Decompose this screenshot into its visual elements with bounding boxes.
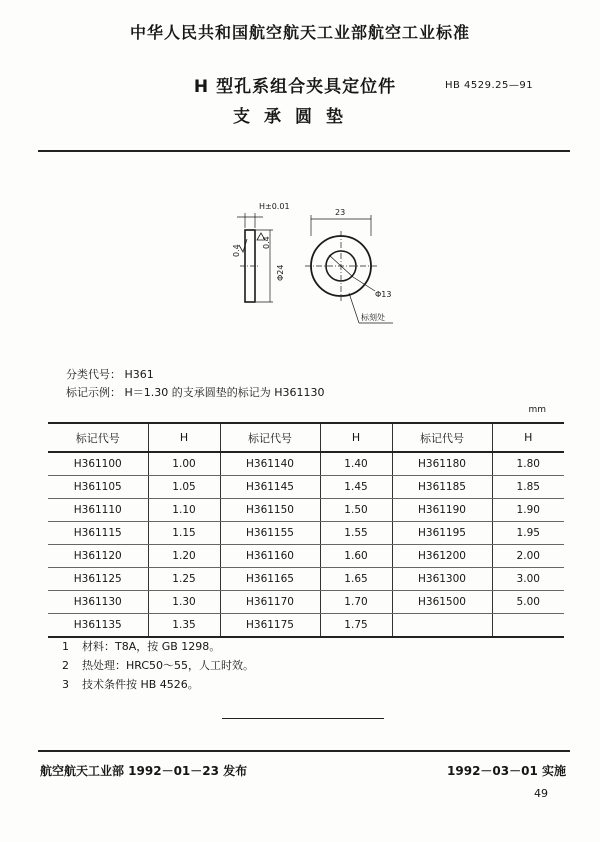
issue-date: 航空航天工业部 1992－01－23 发布 (40, 764, 248, 778)
table-cell: H361195 (392, 522, 492, 545)
table-cell: 1.50 (320, 499, 392, 522)
diameter-label: Φ24 (276, 264, 285, 281)
table-cell: H361500 (392, 591, 492, 614)
table-cell: H361115 (48, 522, 148, 545)
table-cell: 2.00 (492, 545, 564, 568)
col-header-code-2: 标记代号 (220, 423, 320, 452)
spec-table (48, 422, 564, 638)
page-number: 49 (534, 787, 548, 800)
classification-label: 分类代号： (66, 368, 121, 381)
table-cell: 1.40 (320, 452, 392, 476)
table-cell: 1.70 (320, 591, 392, 614)
table-cell: H361165 (220, 568, 320, 591)
table-cell: H361110 (48, 499, 148, 522)
part-drawing (225, 195, 405, 335)
table-cell: H361125 (48, 568, 148, 591)
table-cell: 1.95 (492, 522, 564, 545)
hole-diameter-label: Φ13 (375, 290, 392, 299)
end-rule (222, 718, 384, 719)
table-cell: H361140 (220, 452, 320, 476)
unit-label: mm (528, 405, 546, 415)
note-text: 热处理：HRC50～55，人工时效。 (82, 659, 255, 672)
table-cell: 1.85 (492, 476, 564, 499)
note-number: 2 (62, 659, 69, 672)
table-cell: H361120 (48, 545, 148, 568)
marking-example-value: H＝1.30 的支承圆垫的标记为 H361130 (124, 386, 325, 399)
classification-line (66, 366, 154, 382)
table-cell: 1.20 (148, 545, 220, 568)
classification-value: H361 (124, 368, 154, 381)
table-cell: H361160 (220, 545, 320, 568)
table-cell: 1.45 (320, 476, 392, 499)
table-cell: 1.65 (320, 568, 392, 591)
col-header-code-1: 标记代号 (48, 423, 148, 452)
table-cell: H361185 (392, 476, 492, 499)
table-cell: 1.60 (320, 545, 392, 568)
table-cell: H361155 (220, 522, 320, 545)
table-cell: H361150 (220, 499, 320, 522)
table-row (48, 591, 564, 614)
table-cell (492, 614, 564, 638)
table-cell: 1.00 (148, 452, 220, 476)
table-row (48, 614, 564, 638)
table-cell: 1.15 (148, 522, 220, 545)
table-cell: H361190 (392, 499, 492, 522)
roughness-left-label: 0.4 (232, 244, 241, 257)
table-cell: 1.75 (320, 614, 392, 638)
table-row (48, 476, 564, 499)
note-number: 3 (62, 678, 69, 691)
table-cell: 1.10 (148, 499, 220, 522)
col-header-h-3: H (492, 423, 564, 452)
table-cell: H361200 (392, 545, 492, 568)
table-row (48, 499, 564, 522)
h-tolerance-label: H±0.01 (259, 202, 290, 211)
note-item (62, 676, 199, 692)
table-cell: 5.00 (492, 591, 564, 614)
table-cell: H361175 (220, 614, 320, 638)
document-subtitle: 支承圆垫 (233, 107, 357, 127)
table-row (48, 568, 564, 591)
table-row (48, 522, 564, 545)
table-cell: H361135 (48, 614, 148, 638)
marking-example-line (66, 384, 325, 400)
table-cell: 1.25 (148, 568, 220, 591)
table-cell (392, 614, 492, 638)
marking-example-label: 标记示例： (66, 386, 121, 399)
col-header-h-2: H (320, 423, 392, 452)
col-header-h-1: H (148, 423, 220, 452)
mark-location-label: 标刻处 (361, 313, 385, 322)
footer-rule (38, 750, 570, 752)
table-row (48, 452, 564, 476)
mark-leader (349, 293, 359, 323)
effective-date: 1992－03－01 实施 (447, 764, 566, 778)
col-header-code-3: 标记代号 (392, 423, 492, 452)
table-cell: H361105 (48, 476, 148, 499)
ministry-header: 中华人民共和国航空航天工业部航空工业标准 (129, 23, 470, 42)
note-item (62, 638, 220, 654)
header-rule (38, 150, 570, 152)
table-cell: H361300 (392, 568, 492, 591)
note-text: 材料：T8A，按 GB 1298。 (82, 640, 221, 653)
table-cell: H361145 (220, 476, 320, 499)
table-cell: 1.55 (320, 522, 392, 545)
table-cell: H361100 (48, 452, 148, 476)
note-item (62, 657, 254, 673)
note-text: 技术条件按 HB 4526。 (82, 678, 199, 691)
table-cell: 1.80 (492, 452, 564, 476)
table-cell: 1.90 (492, 499, 564, 522)
table-row (48, 545, 564, 568)
table-cell: 1.05 (148, 476, 220, 499)
table-cell: H361180 (392, 452, 492, 476)
table-cell: H361170 (220, 591, 320, 614)
roughness-right-label: 0.4 (262, 236, 271, 249)
standard-number: HB 4529.25—91 (445, 80, 534, 91)
width-label: 23 (335, 208, 346, 217)
table-cell: 1.30 (148, 591, 220, 614)
note-number: 1 (62, 640, 69, 653)
table-cell: H361130 (48, 591, 148, 614)
table-cell: 1.35 (148, 614, 220, 638)
table-header-row (48, 423, 564, 452)
document-title: H 型孔系组合夹具定位件 (193, 77, 397, 97)
table-cell: 3.00 (492, 568, 564, 591)
